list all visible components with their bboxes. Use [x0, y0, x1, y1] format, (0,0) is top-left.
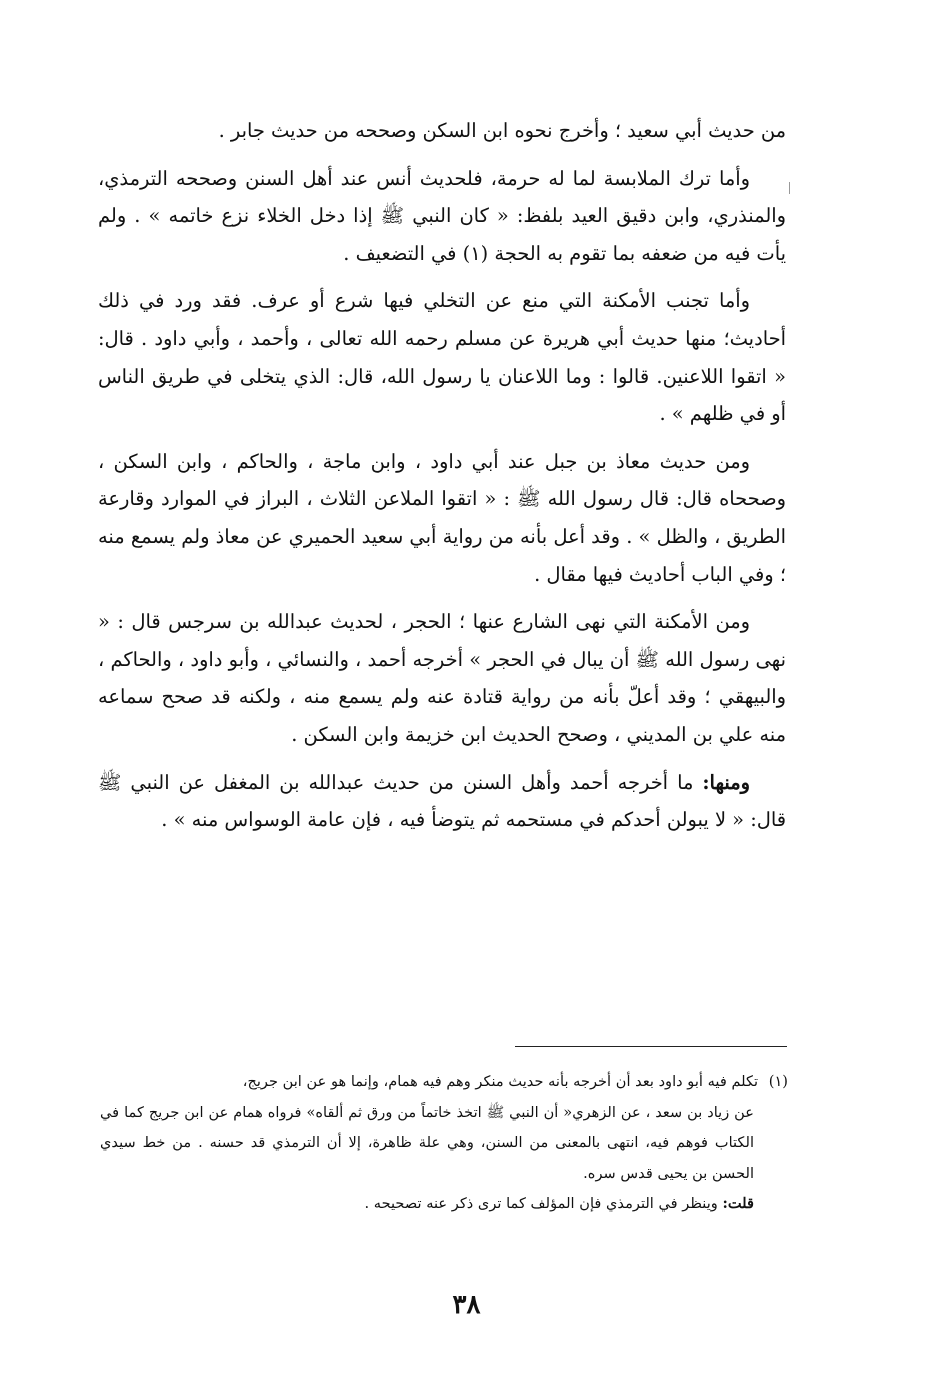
paragraph-6: [98, 764, 786, 839]
footnote-note-text: وينظر في الترمذي فإن المؤلف كما ترى ذكر عنه تصحيحه .: [364, 1195, 723, 1212]
footnote-note: [100, 1189, 788, 1220]
paragraph-2-text: وأما ترك الملابسة لما له حرمة، فلحديث أنس عند أهل السنن وصححه الترمذي، والمنذري، وابن دقيق العيد بلفظ: « كان النبي ﷺ إذا دخل الخلاء نزع خاتمه » . ولم يأت فيه من ضعفه بما تقوم به الحجة (١) في التضعيف .: [98, 166, 786, 265]
footnote-1-text-a: تكلم فيه أبو داود بعد أن أخرجه بأنه حديث منكر وهم فيه همام، وإنما هو عن ابن جريج،: [242, 1073, 759, 1090]
margin-mark: [789, 182, 790, 194]
main-text: [98, 112, 786, 849]
paragraph-1-text: من حديث أبي سعيد ؛ وأخرج نحوه ابن السكن وصححه من حديث جابر .: [218, 119, 786, 142]
paragraph-2: [98, 160, 786, 273]
paragraph-3-text: وأما تجنب الأمكنة التي منع عن التخلي فيها شرع أو عرف. فقد ورد في ذلك أحاديث؛ منها حديث أبي هريرة عن مسلم رحمه الله تعالى ، وأحمد ، وأبي داود . قال: « اتقوا اللاعنين. قالوا : وما اللاعنان يا رسول الله، قال: الذي يتخلى في طريق الناس أو في ظلهم » .: [98, 289, 786, 426]
paragraph-4-text: ومن حديث معاذ بن جبل عند أبي داود ، وابن ماجة ، والحاكم ، وابن السكن ، وصححاه قال: قال رسول الله ﷺ : « اتقوا الملاعن الثلاث ، البراز في الموارد وقارعة الطريق ، والظل » . وقد أعل بأنه من رواية أبي سعيد الحميري عن معاذ ولم يسمع منه ؛ وفي الباب أحاديث فيها مقال .: [98, 449, 786, 586]
footnote-1-line-1: [100, 1067, 788, 1098]
footnote-1-text-b: عن زياد بن سعد ، عن الزهري« أن النبي ﷺ اتخذ خاتماً من ورق ثم ألقاه» فرواه همام عن ابن جريج كما في الكتاب فوهم فيه، انتهى بالمعنى من السنن، وهي علة ظاهرة، إلا أن الترمذي قد حسنه . من خط سيدي الحسن بن يحيى قدس سره.: [100, 1103, 754, 1182]
paragraph-6-lead: ومنها:: [702, 770, 750, 794]
footnote-number: (١): [768, 1073, 788, 1090]
footnotes: [100, 1067, 788, 1220]
paragraph-4: [98, 443, 786, 593]
paragraph-1: [98, 112, 786, 150]
paragraph-6-text: ما أخرجه أحمد وأهل السنن من حديث عبدالله بن المغفل عن النبي ﷺ قال: « لا يبولن أحدكم في مستحمه ثم يتوضأ فيه ، فإن عامة الوسواس منه » .: [98, 770, 786, 832]
page-number: ٣٨: [452, 1290, 481, 1320]
footnote-separator: [515, 1046, 787, 1047]
footnote-note-lead: قلت:: [722, 1195, 754, 1212]
paragraph-3: [98, 282, 786, 432]
footnote-1-line-2: [100, 1098, 788, 1190]
paragraph-5: [98, 603, 786, 753]
paragraph-5-text: ومن الأمكنة التي نهى الشارع عنها ؛ الحجر ، لحديث عبدالله بن سرجس قال : « نهى رسول الله ﷺ أن يبال في الحجر » أخرجه أحمد ، والنسائي ، وأبو داود ، والحاكم ، والبيهقي ؛ وقد أعلّ بأنه من رواية قتادة عنه ولم يسمع منه ، ولكنه قد صحح سماعه منه علي بن المديني ، وصحح الحديث ابن خزيمة وابن السكن .: [98, 610, 786, 746]
